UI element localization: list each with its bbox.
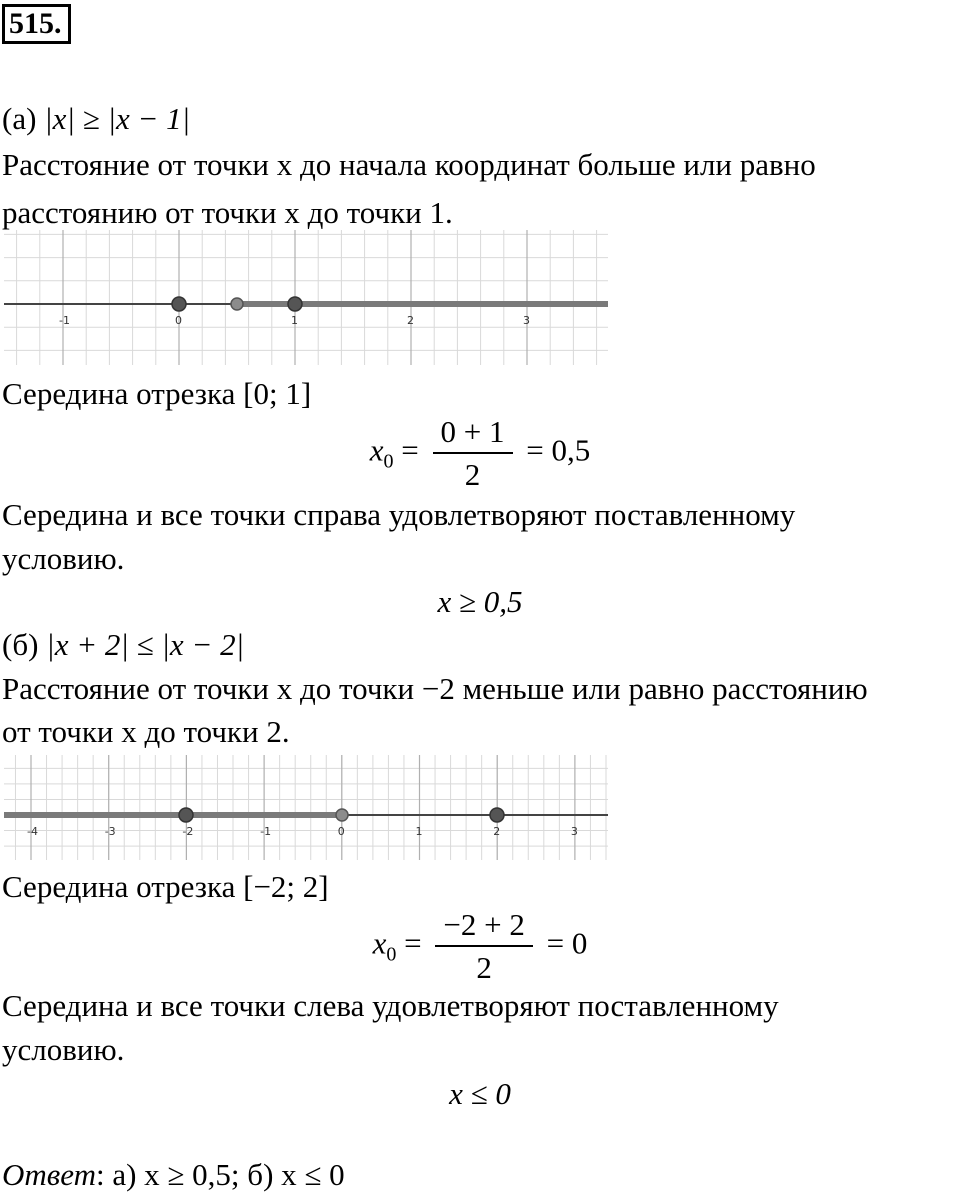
part-a-text-line1: Расстояние от точки x до начала координат больше или равно	[2, 147, 816, 182]
formula-a-result: = 0,5	[526, 432, 591, 468]
number-line-b	[4, 755, 608, 860]
formula-a-x: x	[369, 432, 384, 468]
axis-b-tick-label: 3	[570, 825, 578, 838]
part-a-formula: $x_0$ = $\frac{0 + 1}{2}$ = 0,5	[369, 414, 591, 493]
formula-a-denominator: 2	[464, 457, 481, 493]
part-b-statement	[2, 626, 244, 663]
point-midpoint-b	[336, 809, 348, 821]
point-minus-two	[179, 808, 193, 822]
axis-a-tick-label: 2	[407, 314, 414, 327]
formula-b-sub: 0	[386, 943, 397, 966]
part-a-inequality: |x| ≥ |x − 1|	[44, 101, 191, 136]
part-b-label: (б)	[2, 627, 39, 662]
part-b-midpoint-heading: Середина отрезка [−2; 2]	[2, 869, 329, 904]
point-two	[490, 808, 504, 822]
answer-label: Ответ	[2, 1157, 96, 1192]
part-a-text-line2: расстоянию от точки x до точки 1.	[2, 195, 453, 230]
answer-line	[2, 1156, 345, 1193]
point-midpoint	[231, 298, 243, 310]
grid-b	[4, 755, 608, 860]
axis-b-tick-label: -4	[27, 825, 38, 838]
axis-b-tick-label: 1	[415, 825, 423, 838]
part-a-midpoint-heading: Середина отрезка [0; 1]	[2, 376, 312, 411]
part-a-conclusion-line2: условию.	[2, 541, 125, 576]
part-b-text-line1: Расстояние от точки x до точки −2 меньше или равно расстоянию	[2, 671, 868, 706]
problem-number: 515.	[2, 4, 71, 44]
part-a-label: (а)	[2, 101, 37, 136]
part-b-text-line2: от точки x до точки 2.	[2, 714, 290, 749]
tick-labels-b	[27, 825, 578, 838]
part-b-formula: $x_0$ = $\frac{-2 + 2}{2}$ = 0	[372, 907, 588, 986]
formula-a-numerator: 0 + 1	[440, 414, 505, 449]
axis-a-tick-label: 0	[175, 314, 182, 327]
formula-a-fraction	[433, 413, 513, 493]
axis-b-tick-label: -2	[182, 825, 194, 838]
axis-b-tick-label: -3	[104, 825, 116, 838]
grid-a	[4, 230, 608, 365]
axis-b-tick-label: 0	[337, 825, 345, 838]
axis-a-tick-label: 1	[291, 314, 298, 327]
part-a-result: x ≥ 0,5	[437, 584, 523, 619]
answer-text: : а) x ≥ 0,5; б) x ≤ 0	[95, 1157, 345, 1192]
part-b-inequality: |x + 2| ≤ |x − 2|	[46, 627, 245, 662]
axis-a-tick-label: 3	[523, 314, 530, 327]
formula-b-denominator: 2	[476, 950, 492, 986]
axis-b-tick-label: -1	[260, 825, 272, 838]
point-one	[288, 297, 302, 311]
part-b-result: x ≤ 0	[449, 1076, 511, 1111]
point-zero	[172, 297, 186, 311]
formula-b-x: x	[372, 925, 387, 961]
formula-b-numerator: −2 + 2	[443, 907, 525, 942]
axis-a-tick-label: -1	[59, 314, 70, 327]
part-a-statement	[2, 100, 190, 137]
formula-b-fraction	[435, 906, 532, 986]
number-line-a	[4, 230, 608, 365]
formula-b-result: = 0	[546, 925, 588, 961]
tick-labels-a	[59, 314, 530, 327]
formula-a-sub: 0	[383, 450, 394, 473]
axis-b-tick-label: 2	[493, 825, 501, 838]
part-b-conclusion-line2: условию.	[2, 1032, 125, 1067]
part-b-conclusion-line1: Середина и все точки слева удовлетворяют поставленному	[2, 988, 779, 1023]
part-a-conclusion-line1: Середина и все точки справа удовлетворяют поставленному	[2, 497, 796, 532]
